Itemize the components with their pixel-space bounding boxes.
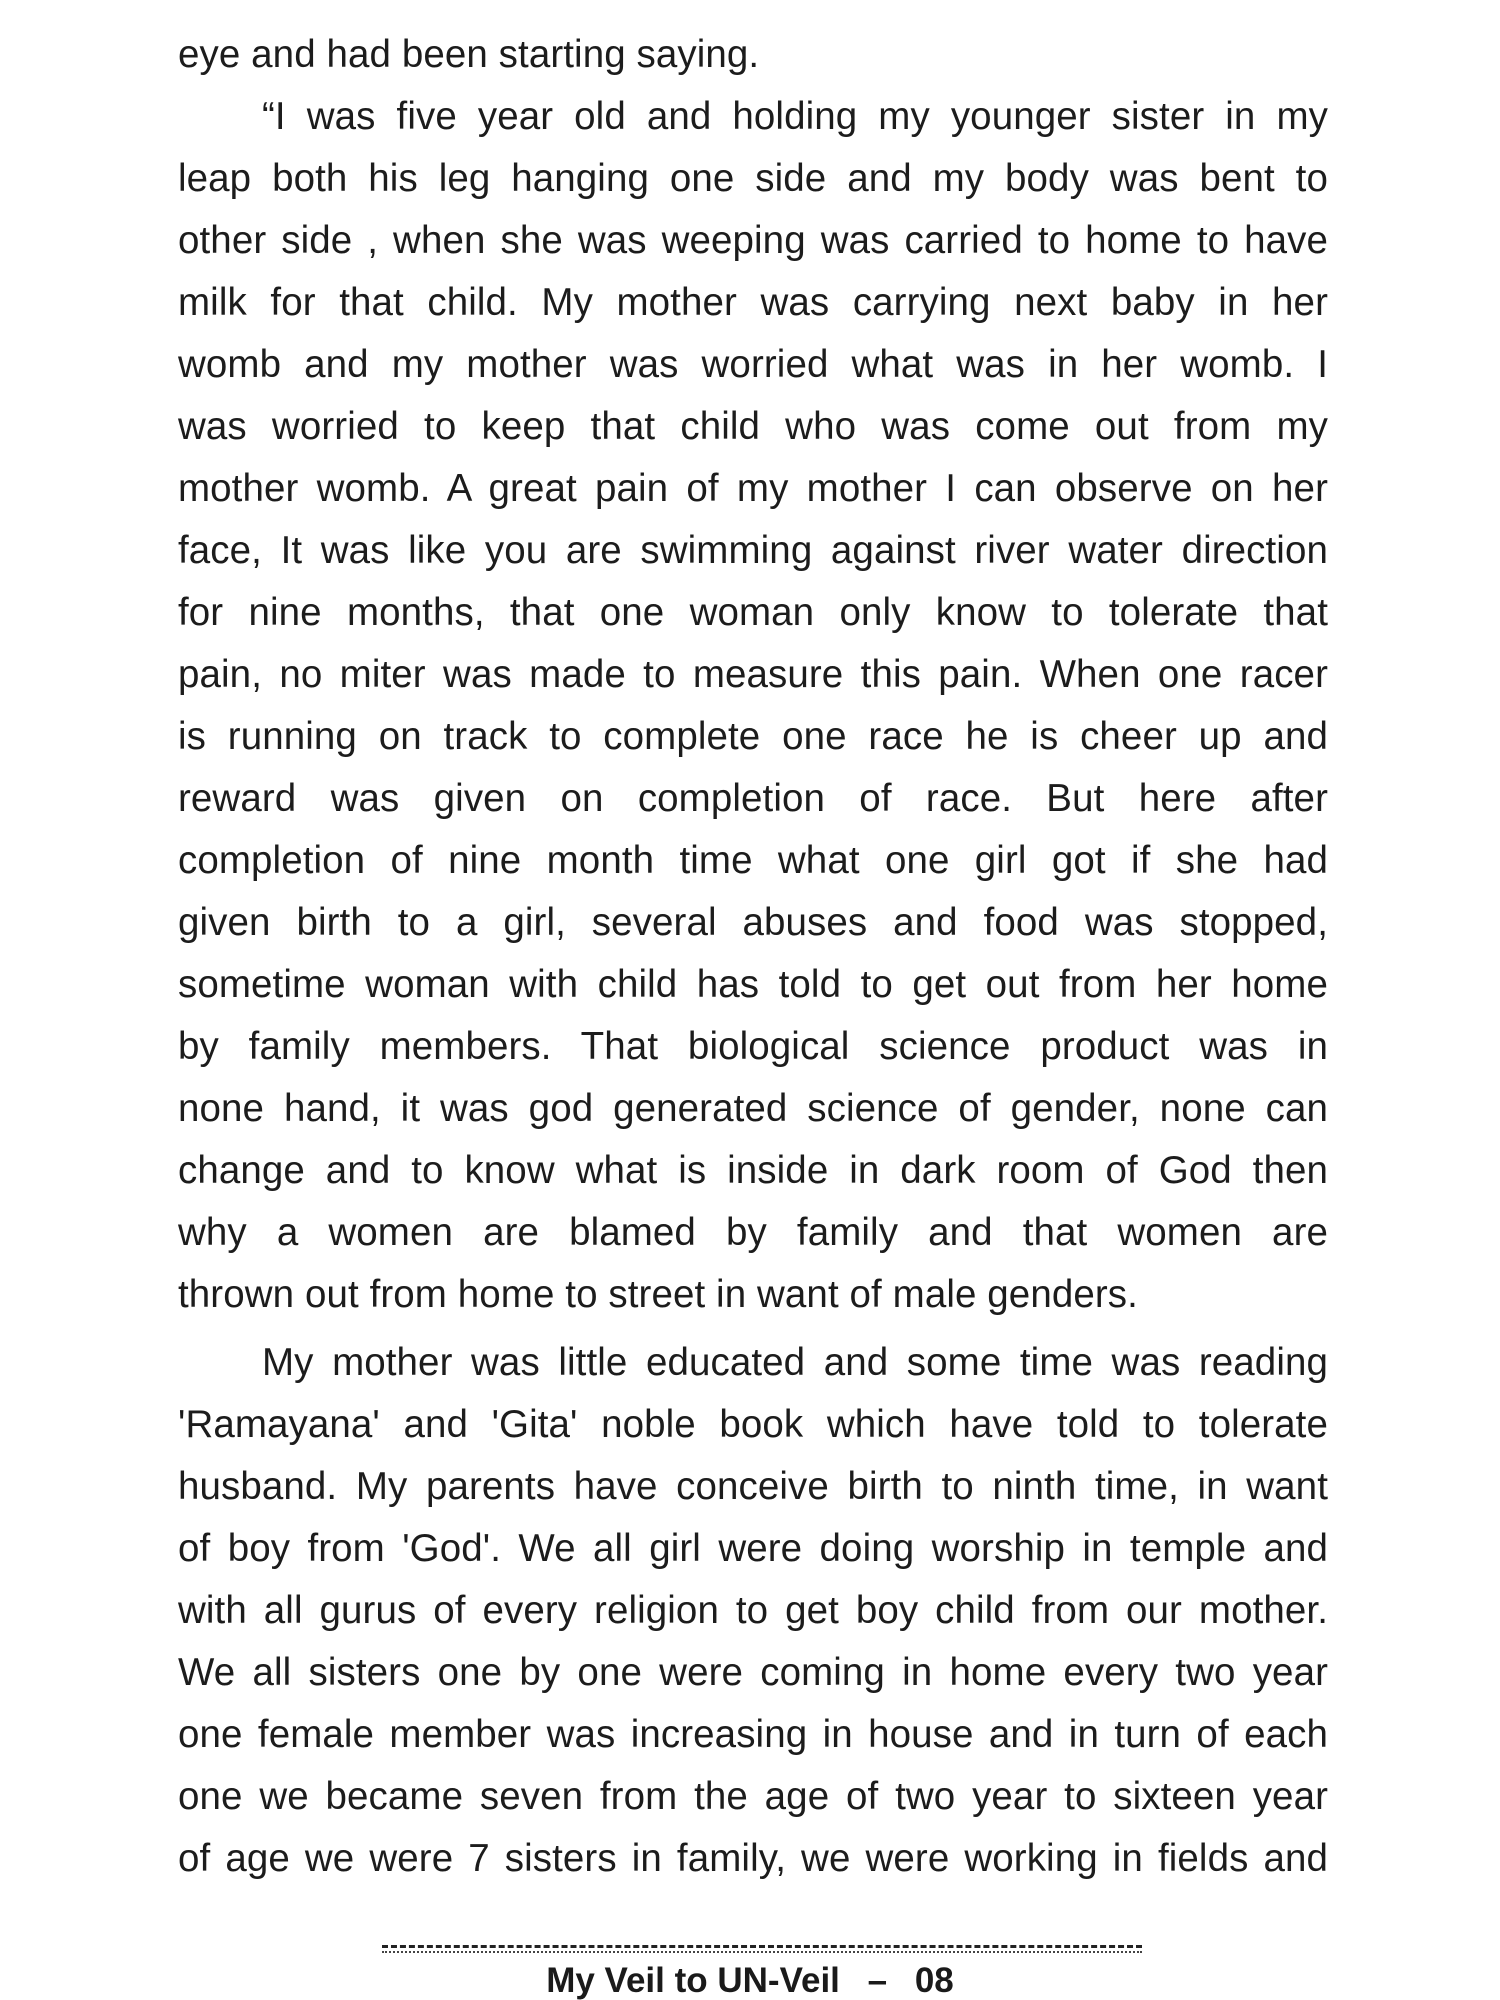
text-line: 'Ramayana' and 'Gita' noble book which have told to tolerate xyxy=(178,1403,1328,1446)
text-line: of age we were 7 sisters in family, we were working in fields and xyxy=(178,1837,1328,1880)
text-line: husband. My parents have conceive birth to ninth time, in want xyxy=(178,1465,1328,1508)
text-line: given birth to a girl, several abuses and food was stopped, xyxy=(178,901,1328,944)
text-line: eye and had been starting saying. xyxy=(178,33,760,76)
footer-divider-dots xyxy=(382,1951,1142,1953)
text-line: none hand, it was god generated science of gender, none can xyxy=(178,1087,1328,1130)
text-line: by family members. That biological science product was in xyxy=(178,1025,1328,1068)
text-line: leap both his leg hanging one side and my body was bent to xyxy=(178,157,1328,200)
page-footer xyxy=(0,1962,1500,2000)
text-line: milk for that child. My mother was carrying next baby in her xyxy=(178,281,1328,324)
footer-divider xyxy=(382,1945,1142,1948)
page-number: 08 xyxy=(914,1961,954,2000)
text-line: My mother was little educated and some time was reading xyxy=(262,1341,1328,1384)
text-line: other side , when she was weeping was carried to home to have xyxy=(178,219,1328,262)
text-line: reward was given on completion of race. But here after xyxy=(178,777,1328,820)
footer-separator: – xyxy=(867,1961,888,2000)
text-line: for nine months, that one woman only know to tolerate that xyxy=(178,591,1328,634)
text-line: mother womb. A great pain of my mother I can observe on her xyxy=(178,467,1328,510)
body-text xyxy=(178,24,1328,1890)
text-line: We all sisters one by one were coming in home every two year xyxy=(178,1651,1328,1694)
text-line: one female member was increasing in house and in turn of each xyxy=(178,1713,1328,1756)
text-line: completion of nine month time what one girl got if she had xyxy=(178,839,1328,882)
text-line: face, It was like you are swimming against river water direction xyxy=(178,529,1328,572)
text-line: with all gurus of every religion to get boy child from our mother. xyxy=(178,1589,1328,1632)
text-line: change and to know what is inside in dark room of God then xyxy=(178,1149,1328,1192)
text-line: “I was five year old and holding my younger sister in my xyxy=(262,95,1328,138)
text-line: womb and my mother was worried what was in her womb. I xyxy=(178,343,1328,386)
text-line: why a women are blamed by family and that women are xyxy=(178,1211,1328,1254)
text-line: one we became seven from the age of two year to sixteen year xyxy=(178,1775,1328,1818)
text-line: was worried to keep that child who was come out from my xyxy=(178,405,1328,448)
text-line: sometime woman with child has told to get out from her home xyxy=(178,963,1328,1006)
book-title: My Veil to UN-Veil xyxy=(546,1961,840,2000)
text-line: of boy from 'God'. We all girl were doing worship in temple and xyxy=(178,1527,1328,1570)
text-line: is running on track to complete one race he is cheer up and xyxy=(178,715,1328,758)
text-line: thrown out from home to street in want of male genders. xyxy=(178,1273,1138,1316)
text-line: pain, no miter was made to measure this pain. When one racer xyxy=(178,653,1328,696)
